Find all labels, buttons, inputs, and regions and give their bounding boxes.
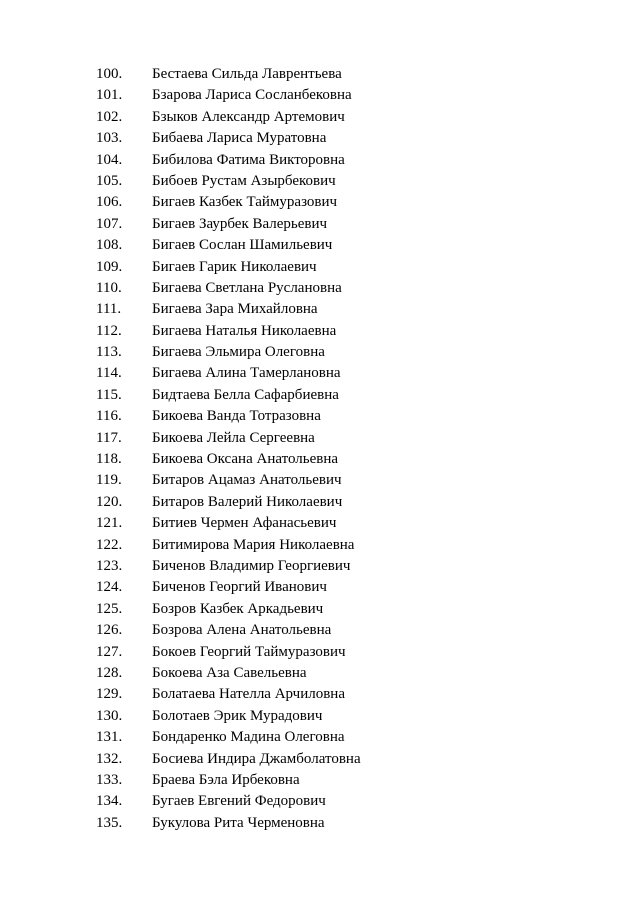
list-item (96, 128, 361, 149)
person-name: Бигаева Наталья Николаевна (152, 322, 337, 339)
item-number: 134. (96, 793, 123, 810)
person-name: Бигаев Сослан Шамильевич (152, 237, 333, 254)
person-name: Болотаев Эрик Мурадович (152, 707, 323, 724)
list-item (96, 556, 361, 577)
item-number: 130. (96, 707, 123, 724)
item-number: 127. (96, 643, 123, 660)
person-name: Бидтаева Белла Сафарбиевна (152, 386, 339, 403)
person-name: Бикоева Лейла Сергеевна (152, 429, 315, 446)
list-item (96, 684, 361, 705)
item-number: 122. (96, 536, 123, 553)
item-number: 113. (96, 344, 122, 361)
person-name: Бикоева Оксана Анатольевна (152, 451, 339, 468)
item-number: 100. (96, 66, 123, 82)
item-number: 131. (96, 729, 123, 746)
person-name: Босиева Индира Джамболатовна (152, 750, 361, 767)
item-number: 135. (96, 814, 123, 831)
list-item (96, 214, 361, 235)
person-name: Бибаева Лариса Муратовна (152, 130, 327, 147)
person-name: Бозров Казбек Аркадьевич (152, 600, 324, 617)
person-name: Бигаев Гарик Николаевич (152, 258, 317, 275)
item-number: 120. (96, 493, 123, 510)
item-number: 133. (96, 771, 123, 788)
item-number: 110. (96, 279, 122, 296)
person-name: Бзарова Лариса Сосланбековна (152, 87, 352, 104)
list-item (96, 791, 361, 812)
person-name: Букулова Рита Черменовна (152, 814, 325, 831)
list-item (96, 599, 361, 620)
person-name: Бокоев Георгий Таймуразович (152, 643, 346, 660)
item-number: 117. (96, 429, 122, 446)
list-item (96, 513, 361, 534)
item-number: 102. (96, 108, 123, 125)
person-name: Бозрова Алена Анатольевна (152, 622, 332, 639)
item-number: 104. (96, 151, 123, 168)
person-name: Бугаев Евгений Федорович (152, 793, 326, 810)
item-number: 112. (96, 322, 122, 339)
list-item (96, 235, 361, 256)
item-number: 101. (96, 87, 123, 104)
list-item (96, 428, 361, 449)
item-number: 116. (96, 408, 122, 425)
person-name: Битаров Ацамаз Анатольевич (152, 472, 342, 489)
list-item (96, 813, 361, 834)
item-number: 126. (96, 622, 123, 639)
item-number: 123. (96, 557, 123, 574)
list-item (96, 385, 361, 406)
person-name: Бзыков Александр Артемович (152, 108, 345, 125)
person-name: Бигаева Светлана Руслановна (152, 279, 342, 296)
person-name: Биченов Владимир Георгиевич (152, 557, 351, 574)
person-name: Бестаева Сильда Лаврентьева (152, 66, 342, 82)
list-item (96, 278, 361, 299)
list-item (96, 577, 361, 598)
item-number: 109. (96, 258, 123, 275)
item-number: 118. (96, 451, 122, 468)
list-item (96, 749, 361, 770)
item-number: 103. (96, 130, 123, 147)
list-item (96, 706, 361, 727)
person-name: Битиев Чермен Афанасьевич (152, 515, 337, 532)
item-number: 124. (96, 579, 123, 596)
list-item (96, 727, 361, 748)
list-item (96, 620, 361, 641)
name-list (96, 64, 361, 834)
person-name: Бондаренко Мадина Олеговна (152, 729, 345, 746)
person-name: Битаров Валерий Николаевич (152, 493, 343, 510)
item-number: 108. (96, 237, 123, 254)
item-number: 125. (96, 600, 123, 617)
list-item (96, 107, 361, 128)
person-name: Бигаев Казбек Таймуразович (152, 194, 338, 211)
item-number: 111. (96, 301, 122, 318)
item-number: 129. (96, 686, 123, 703)
person-name: Болатаева Нателла Арчиловна (152, 686, 345, 703)
list-item (96, 342, 361, 363)
list-item (96, 171, 361, 192)
person-name: Браева Бэла Ирбековна (152, 771, 300, 788)
person-name: Бибилова Фатима Викторовна (152, 151, 345, 168)
item-number: 107. (96, 215, 123, 232)
list-item (96, 363, 361, 384)
item-number: 121. (96, 515, 123, 532)
list-item (96, 85, 361, 106)
person-name: Биченов Георгий Иванович (152, 579, 327, 596)
person-name: Бигаева Зара Михайловна (152, 301, 318, 318)
list-item (96, 406, 361, 427)
item-number: 106. (96, 194, 123, 211)
person-name: Бокоева Аза Савельевна (152, 664, 307, 681)
list-item (96, 770, 361, 791)
list-item (96, 535, 361, 556)
list-item (96, 257, 361, 278)
person-name: Бибоев Рустам Азырбекович (152, 172, 336, 189)
list-item (96, 150, 361, 171)
person-name: Бикоева Ванда Тотразовна (152, 408, 321, 425)
list-item (96, 449, 361, 470)
person-name: Бигаева Эльмира Олеговна (152, 344, 325, 361)
list-item (96, 192, 361, 213)
item-number: 128. (96, 664, 123, 681)
list-item (96, 299, 361, 320)
person-name: Бигаев Заурбек Валерьевич (152, 215, 328, 232)
item-number: 119. (96, 472, 122, 489)
list-item (96, 64, 361, 85)
item-number: 115. (96, 386, 122, 403)
item-number: 114. (96, 365, 122, 382)
person-name: Битимирова Мария Николаевна (152, 536, 355, 553)
person-name: Бигаева Алина Тамерлановна (152, 365, 341, 382)
item-number: 132. (96, 750, 123, 767)
list-item (96, 642, 361, 663)
item-number: 105. (96, 172, 123, 189)
list-item (96, 321, 361, 342)
list-item (96, 663, 361, 684)
list-item (96, 492, 361, 513)
list-item (96, 470, 361, 491)
